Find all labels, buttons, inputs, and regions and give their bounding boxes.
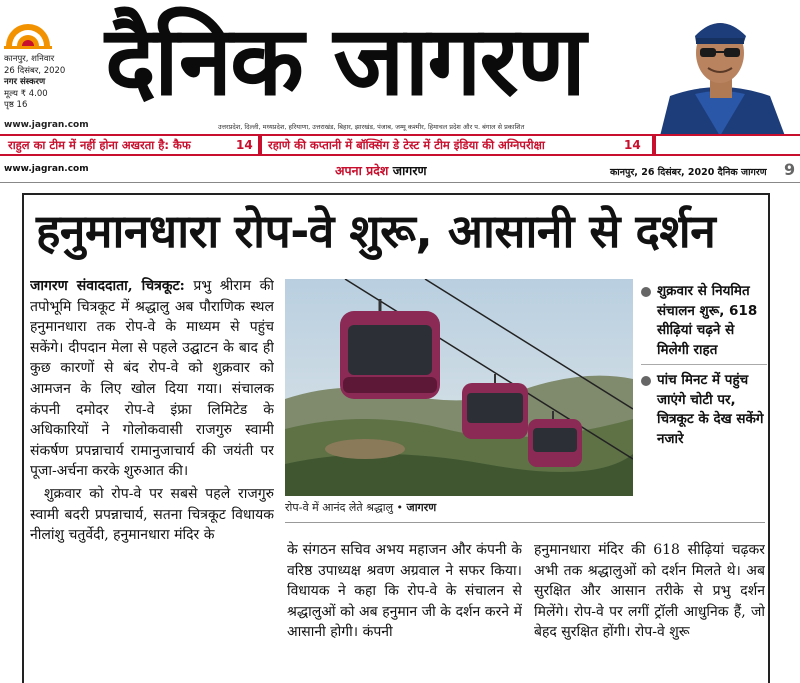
ticker-page-1: 14	[236, 138, 253, 152]
highlight-item	[641, 371, 767, 449]
article-byline: जागरण संवाददाता, चित्रकूट:	[30, 278, 185, 294]
folio-website-link[interactable]: www.jagran.com	[4, 164, 89, 174]
masthead	[0, 0, 800, 131]
photo-caption-text: रोप-वे में आनंद लेते श्रद्धालु	[285, 501, 394, 514]
page-number: 9	[784, 160, 796, 179]
promo-photo	[640, 8, 800, 136]
folio-line	[0, 162, 800, 180]
section-title-black: जागरण	[392, 163, 427, 178]
ticker-bottom-rule	[0, 154, 800, 156]
photo-credit: जागरण	[406, 501, 437, 514]
article-paragraph-1: प्रभु श्रीराम की तपोभूमि चित्रकूट में श्रद्धालु अब पौराणिक स्थल हनुमानधारा तक रोप-वे के माध्यम से पहुंच सकेंगे। दीपदान मेला से पहले उद्घाटन के बाद ही कुछ कारणों से बंद रोप-वे को शुक्रवार को आमजन के लिए खोल दिया गया। संचालक कंपनी दमोदर रोप-वे इंफ्रा लिमिटेड के अधिकारियों ने गोलोकवासी राजगुरु स्वामी संकर्षण प्रपन्नाचार्य रामानुजाचार्य की जयंती पर पूजा-अर्चना करके शुरुआत की।	[30, 278, 274, 480]
sun-logo-icon	[2, 6, 54, 54]
article-column-3: हनुमानधारा मंदिर की 618 सीढ़ियां चढ़कर अभी तक श्रद्धालुओं को दर्शन मिलते थे। अब सुरक्षित और आसान तरीके से प्रभु दर्शन मिलेंगे। रोप-वे पर लगीं ट्रॉली आधुनिक हैं, जो बेहद सुरक्षित होंगी। रोप-वे शुरू	[534, 542, 765, 641]
highlight-item	[641, 282, 767, 360]
section-title	[335, 162, 427, 179]
masthead-website-link[interactable]: www.jagran.com	[4, 120, 89, 130]
highlight-divider	[641, 364, 767, 365]
edition-pages: पृष्ठ 16	[4, 100, 28, 110]
ticker-page-2: 14	[624, 138, 641, 152]
photo-caption: रोप-वे में आनंद लेते श्रद्धालु • जागरण	[285, 501, 437, 514]
edition-info	[4, 54, 104, 112]
bullet-icon	[641, 376, 651, 386]
news-ticker	[0, 136, 800, 154]
highlight-text: शुक्रवार से नियमित संचालन शुरू, 618 सीढ़ियां चढ़ने से मिलेगी राहत	[657, 283, 758, 358]
edition-date: 26 दिसंबर, 2020	[4, 65, 66, 76]
newspaper-title: दैनिक जागरण	[105, 5, 585, 117]
article-paragraph-2: शुक्रवार को रोप-वे पर सबसे पहले राजगुरु स्वामी बदरी प्रपन्नाचार्य, सतना चित्रकूट विधायक नीलांशु चतुर्वेदी, हनुमानधारा मंदिर के	[30, 485, 274, 544]
ropeway-photo	[285, 279, 633, 496]
ticker-separator	[258, 136, 262, 154]
highlights-box	[641, 282, 767, 453]
folio-rule	[0, 182, 800, 183]
bullet-icon	[641, 287, 651, 297]
article-column-1	[30, 276, 274, 683]
edition-price: मूल्य ₹ 4.00	[4, 88, 48, 99]
folio-date: कानपुर, 26 दिसंबर, 2020 दैनिक जागरण	[610, 167, 767, 178]
article-column-2: के संगठन सचिव अभय महाजन और कंपनी के वरिष्ठ उपाध्यक्ष श्रवण अग्रवाल ने सफर किया। विधायक ने कहा कि रोप-वे के संचालन से श्रद्धालुओं को अब हनुमान जी के दर्शन करने में आसानी होगी। कंपनी	[287, 542, 522, 641]
ticker-item-2[interactable]: रहाणे की कप्तानी में बॉक्सिंग डे टेस्ट में टीम इंडिया की अग्निपरीक्षा	[268, 138, 545, 152]
ticker-separator	[652, 136, 656, 154]
section-title-red: अपना प्रदेश	[335, 163, 389, 178]
caption-rule	[285, 522, 765, 523]
edition-city-day: कानपुर, शनिवार	[4, 54, 55, 64]
article-headline: हनुमानधारा रोप-वे शुरू, आसानी से दर्शन	[36, 204, 716, 258]
highlight-text: पांच मिनट में पहुंच जाएंगे चोटी पर, चित्रकूट के देख सकेंगे नजारे	[657, 372, 764, 447]
edition-type: नगर संस्करण	[4, 77, 46, 87]
published-states: उत्तरप्रदेश, दिल्ली, मध्यप्रदेश, हरियाणा, उत्तराखंड, बिहार, झारखंड, पंजाब, जम्मू कश्मीर, हिमाचल प्रदेश और प. बंगाल से प्रकाशित	[218, 123, 525, 131]
ticker-item-1[interactable]: राहुल का टीम में नहीं होना अखरता है: कैफ	[8, 138, 191, 152]
